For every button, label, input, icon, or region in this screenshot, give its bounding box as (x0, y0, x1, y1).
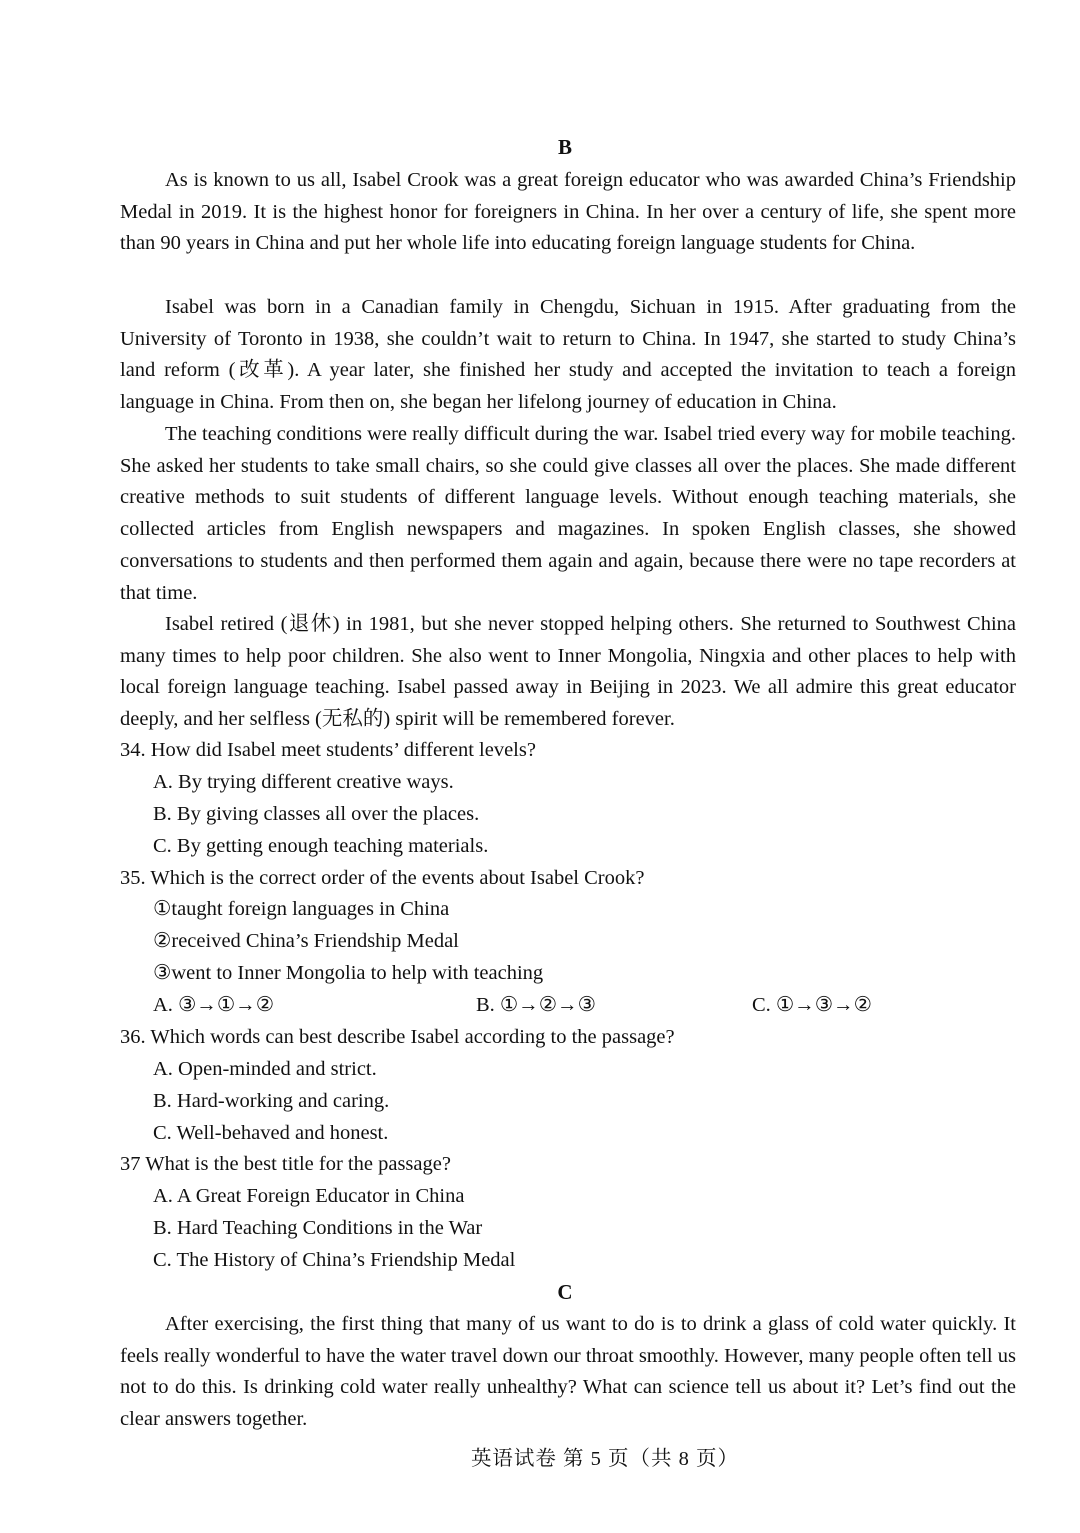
question-36-option-c[interactable]: C. Well-behaved and honest. (153, 1122, 389, 1144)
question-36-option-b[interactable]: B. Hard-working and caring. (153, 1090, 390, 1112)
question-34-option-b[interactable]: B. By giving classes all over the places. (153, 803, 480, 825)
question-35-stem: 35. Which is the correct order of the events about Isabel Crook? (120, 867, 645, 889)
passage-b-paragraph-2: Isabel was born in a Canadian family in Chengdu, Sichuan in 1915. After graduating from the University of Toronto in 1938, she couldn’t wait to return to China. In 1947, she started to study China’s land reform (改革). A year later, she finished her study and accepted the invitation to teach a foreign language in China. From then on, she began her lifelong journey of education in China. (120, 296, 1016, 414)
passage-b-paragraph-3: The teaching conditions were really difficult during the war. Isabel tried every way for mobile teaching. She asked her students to take small chairs, so she could give classes all over the places. She made different creative methods to suit students of different language levels. Without enough teaching materials, she collected articles from English newspapers and magazines. In spoken English classes, she showed conversations to students and then performed them again and again, because there were no tape recorders at that time. (120, 423, 1016, 604)
question-34-option-c[interactable]: C. By getting enough teaching materials. (153, 835, 489, 857)
question-37-stem: 37 What is the best title for the passage? (120, 1153, 451, 1175)
passage-b-paragraph-4: Isabel retired (退休) in 1981, but she never stopped helping others. She returned to Southwest China many times to help poor children. She also went to Inner Mongolia, Ningxia and other places to help with local foreign language teaching. Isabel passed away in Beijing in 2023. We all admire this great educator deeply, and her selfless (无私的) spirit will be remembered forever. (120, 613, 1016, 731)
question-34-stem: 34. How did Isabel meet students’ different levels? (120, 739, 536, 761)
passage-b-paragraph-1: As is known to us all, Isabel Crook was a great foreign educator who was awarded China’s Friendship Medal in 2019. It is the highest honor for foreigners in China. In her over a century of life, she spent more than 90 years in China and put her whole life into educating foreign language students for China. (120, 169, 1016, 255)
section-c-title: C (557, 1280, 573, 1304)
question-35-event-3: ③went to Inner Mongolia to help with teaching (153, 962, 544, 984)
section-b-title: B (557, 135, 572, 159)
question-37-option-a[interactable]: A. A Great Foreign Educator in China (153, 1185, 465, 1207)
question-34-option-a[interactable]: A. By trying different creative ways. (153, 771, 454, 793)
question-35-event-2: ②received China’s Friendship Medal (153, 930, 459, 952)
question-37-option-b[interactable]: B. Hard Teaching Conditions in the War (153, 1217, 483, 1239)
question-37-option-c[interactable]: C. The History of China’s Friendship Medal (153, 1249, 516, 1271)
question-36-stem: 36. Which words can best describe Isabel according to the passage? (120, 1026, 675, 1048)
question-35-option-c[interactable]: C. ①→③→② (752, 994, 873, 1016)
question-35-option-b[interactable]: B. ①→②→③ (476, 994, 597, 1016)
page-footer: 英语试卷 第 5 页（共 8 页） (470, 1448, 740, 1470)
question-35-option-a[interactable]: A. ③→①→② (153, 994, 275, 1016)
passage-c-paragraph-1: After exercising, the first thing that many of us want to do is to drink a glass of cold water quickly. It feels really wonderful to have the water travel down our throat smoothly. However, many people often tell us not to do this. Is drinking cold water really unhealthy? What can science tell us about it? Let’s find out the clear answers together. (120, 1313, 1016, 1431)
question-36-option-a[interactable]: A. Open-minded and strict. (153, 1058, 377, 1080)
question-35-event-1: ①taught foreign languages in China (153, 898, 450, 920)
